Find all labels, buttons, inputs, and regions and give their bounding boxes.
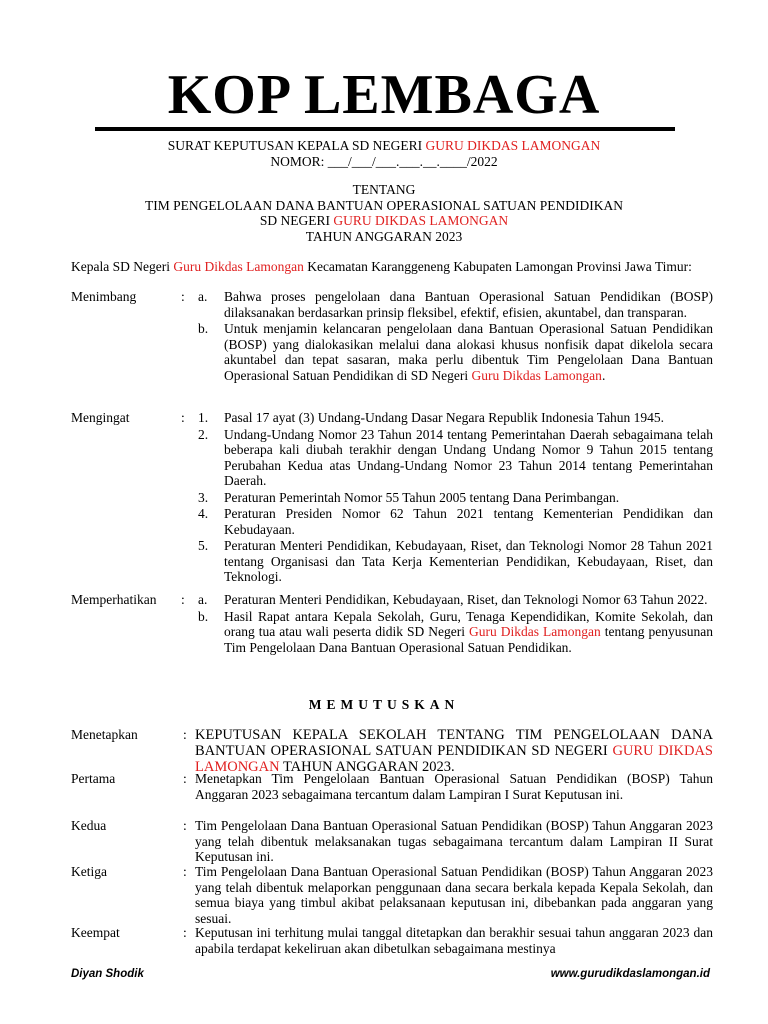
row-text: Menetapkan Tim Pengelolaan Bantuan Operasional Satuan Pendidikan (BOSP) Tahun Anggaran 2023 sebagaimana tercantum dalam Lampiran I Surat Keputusan ini. bbox=[195, 771, 713, 802]
row-ketiga bbox=[71, 864, 713, 926]
letterhead-divider bbox=[95, 127, 675, 131]
row-text bbox=[195, 727, 713, 775]
item-text-end: . bbox=[601, 367, 606, 383]
item-marker: 3. bbox=[198, 489, 209, 505]
list-item bbox=[198, 490, 713, 506]
item-text-body: Untuk menjamin kelancaran pengelolaan dana Bantuan Operasional Satuan Pendidikan (BOSP) yang dialokasikan melalui dana alokasi khusus nonfisik dapat dikelola secara akuntabel dan tepat sasaran, maka perlu dibentuk Tim Pengelolaan Dana Bantuan Operasional Satuan Pendidikan di SD Negeri bbox=[224, 321, 713, 383]
item-marker: b. bbox=[198, 608, 209, 624]
school-name: GURU DIKDAS LAMONGAN bbox=[195, 743, 713, 775]
section-label: Memperhatikan bbox=[71, 592, 157, 607]
row-text-end: TAHUN ANGGARAN 2023. bbox=[279, 759, 455, 775]
decree-number: NOMOR: ___/___/___.___.__.____/2022 bbox=[270, 153, 498, 169]
list-item bbox=[198, 410, 713, 426]
item-text bbox=[224, 321, 713, 383]
item-marker: 4. bbox=[198, 506, 209, 521]
item-text: Peraturan Presiden Nomor 62 Tahun 2021 tentang Kementerian Pendidikan dan Kebudayaan. bbox=[224, 506, 713, 537]
section-colon: : bbox=[181, 289, 185, 304]
item-marker: a. bbox=[198, 289, 208, 304]
item-text bbox=[224, 609, 713, 656]
decree-title-line bbox=[60, 138, 708, 154]
item-marker: 2. bbox=[198, 426, 209, 442]
section-label: Menimbang bbox=[71, 289, 137, 304]
decree-header bbox=[60, 138, 708, 169]
section-mengingat bbox=[71, 410, 713, 586]
row-colon: : bbox=[183, 771, 187, 786]
item-text: Undang-Undang Nomor 23 Tahun 2014 tentang Pemerintahan Daerah sebagaimana telah beberapa kali diubah terakhir dengan Undang Undang Nomor 9 Tahun 2015 tentang Perubahan Kedua atas Undang-Undang Nomor 23 Tahun 2014 tentang Pemerintahan Daerah. bbox=[224, 426, 713, 488]
list-item bbox=[198, 538, 713, 585]
row-colon: : bbox=[183, 818, 187, 833]
row-label: Keempat bbox=[71, 925, 120, 940]
decree-title-text: SURAT KEPUTUSAN KEPALA SD NEGERI bbox=[167, 138, 426, 153]
memutuskan-heading: MEMUTUSKAN bbox=[308, 697, 460, 712]
section-colon: : bbox=[181, 410, 185, 425]
row-menetapkan bbox=[71, 727, 713, 775]
item-marker: 5. bbox=[198, 538, 209, 553]
item-text: Pasal 17 ayat (3) Undang-Undang Dasar Negara Republik Indonesia Tahun 1945. bbox=[224, 410, 665, 425]
row-label: Pertama bbox=[71, 771, 116, 786]
row-text: Tim Pengelolaan Dana Bantuan Operasional Satuan Pendidikan (BOSP) Tahun Anggaran 2023 yang telah dibentuk melaksanakan tugas sebagaimana tercantum dalam Lampiran II Surat Keputusan ini. bbox=[195, 818, 713, 864]
item-marker: 1. bbox=[198, 410, 209, 425]
row-text-body: KEPUTUSAN KEPALA SEKOLAH TENTANG TIM PENGELOLAAN DANA BANTUAN OPERASIONAL SATUAN PENDIDIKAN SD NEGERI bbox=[195, 727, 713, 759]
subject-block bbox=[60, 182, 708, 244]
item-text: Peraturan Menteri Pendidikan, Kebudayaan, Riset, dan Teknologi Nomor 28 Tahun 2021 tentang Organisasi dan Tata Kerja Kementerian Pendidikan, Kebudayaan, Riset, dan Teknologi. bbox=[224, 538, 713, 584]
subject-line-2 bbox=[60, 213, 708, 229]
row-kedua bbox=[71, 818, 713, 865]
list-item bbox=[198, 506, 713, 537]
row-text: Keputusan ini terhitung mulai tanggal ditetapkan dan berakhir sesuai tahun anggaran 2023 dan apabila terdapat kekeliruan akan dibetulkan sebagaimana mestinya bbox=[195, 925, 713, 956]
list-item bbox=[198, 609, 713, 656]
section-menimbang bbox=[71, 289, 713, 384]
row-text: Tim Pengelolaan Dana Bantuan Operasional Satuan Pendidikan (BOSP) Tahun Anggaran 2023 yang telah dibentuk melaporkan penggunaan dana secara berkala kepada Kepala Sekolah, dan semua biaya yang timbul akibat pelaksanaan keputusan ini, dibebankan pada anggaran yang sesuai. bbox=[195, 864, 713, 926]
section-memperhatikan bbox=[71, 592, 713, 656]
subject-line-2-text: SD NEGERI bbox=[259, 213, 334, 228]
item-text: Peraturan Pemerintah Nomor 55 Tahun 2005 tentang Dana Perimbangan. bbox=[224, 489, 620, 505]
item-text-body: Hasil Rapat antara Kepala Sekolah, Guru, Tenaga Kependidikan, Komite Sekolah, dan orang tua atau wali peserta didik SD Negeri bbox=[224, 608, 713, 639]
intro-paragraph bbox=[71, 259, 713, 275]
row-pertama bbox=[71, 771, 713, 802]
list-item bbox=[198, 592, 713, 608]
school-name: Guru Dikdas Lamongan bbox=[173, 259, 304, 274]
row-keempat bbox=[71, 925, 713, 956]
item-text: Peraturan Menteri Pendidikan, Kebudayaan, Riset, dan Teknologi Nomor 63 Tahun 2022. bbox=[224, 592, 708, 607]
school-name: GURU DIKDAS LAMONGAN bbox=[333, 213, 509, 228]
tentang-label: TENTANG bbox=[352, 182, 416, 197]
row-label: Menetapkan bbox=[71, 727, 138, 742]
intro-suffix: Kecamatan Karanggeneng Kabupaten Lamongan Provinsi Jawa Timur: bbox=[303, 259, 692, 274]
row-label: Ketiga bbox=[71, 864, 107, 879]
list-item bbox=[198, 289, 713, 320]
item-marker: a. bbox=[198, 592, 208, 607]
item-text: Bahwa proses pengelolaan dana Bantuan Operasional Satuan Pendidikan (BOSP) dilaksanakan berdasarkan prinsip fleksibel, efektif, efisien, akuntabel, dan transparan. bbox=[224, 289, 713, 320]
letterhead-title: KOP LEMBAGA bbox=[167, 64, 601, 126]
row-colon: : bbox=[183, 864, 187, 879]
row-colon: : bbox=[183, 727, 187, 742]
subject-line-3: TAHUN ANGGARAN 2023 bbox=[305, 228, 463, 244]
item-marker: b. bbox=[198, 321, 209, 336]
list-item bbox=[198, 427, 713, 489]
school-name: GURU DIKDAS LAMONGAN bbox=[425, 138, 601, 153]
intro-prefix: Kepala SD Negeri bbox=[71, 259, 174, 274]
section-label: Mengingat bbox=[71, 410, 130, 425]
footer-author: Diyan Shodik bbox=[71, 968, 144, 980]
list-item bbox=[198, 321, 713, 383]
section-colon: : bbox=[181, 592, 185, 607]
item-text-end: tentang penyusunan Tim Pengelolaan Dana Bantuan Operasional Satuan Pendidikan. bbox=[224, 624, 713, 655]
school-name: Guru Dikdas Lamongan bbox=[469, 624, 601, 639]
row-label: Kedua bbox=[71, 818, 107, 833]
school-name: Guru Dikdas Lamongan bbox=[471, 367, 602, 383]
subject-line-1: TIM PENGELOLAAN DANA BANTUAN OPERASIONAL SATUAN PENDIDIKAN bbox=[145, 197, 623, 213]
row-colon: : bbox=[183, 925, 187, 940]
footer-website: www.gurudikdaslamongan.id bbox=[550, 968, 710, 980]
